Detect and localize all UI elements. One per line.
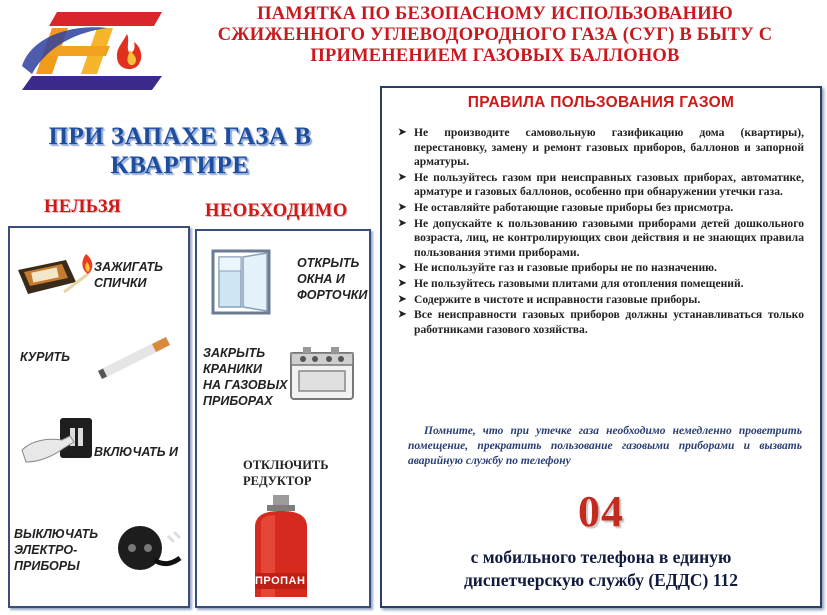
caption-line: ПРИБОРАХ bbox=[203, 394, 273, 408]
caption-line: ЭЛЕКТРО- bbox=[14, 543, 78, 557]
caption-line: РЕДУКТОР bbox=[243, 474, 312, 488]
arrow-bullet-icon: ➤ bbox=[398, 277, 407, 289]
rule-text: Содержите в чистоте и исправности газовые приборы. bbox=[414, 292, 701, 306]
caption-line: ЗАЖИГАТЬ bbox=[94, 260, 163, 274]
caption-line: КРАНИКИ bbox=[203, 362, 262, 376]
emergency-note: Помните, что при утечке газа необходимо немедленно проветрить помещение, прекратить пользование газовыми приборами и вызвать аварийную службу по телефону bbox=[408, 425, 802, 467]
arrow-bullet-icon: ➤ bbox=[398, 309, 407, 321]
mobile-phone-note bbox=[382, 546, 820, 592]
company-logo bbox=[2, 6, 167, 96]
rule-item bbox=[398, 261, 804, 276]
rule-text: Не оставляйте работающие газовые приборы без присмотра. bbox=[414, 200, 734, 214]
rule-text: Не допускайте к пользованию газовыми приборами детей дошкольного возраста, лиц, не контролирующих свои действия и не знающих правила пользования этими приборами. bbox=[414, 216, 804, 259]
cylinder-label: ПРОПАН bbox=[255, 575, 306, 587]
rule-item bbox=[398, 277, 804, 292]
caption-line: НА ГАЗОВЫХ bbox=[203, 378, 288, 392]
forbidden-caption-appliances bbox=[14, 526, 98, 574]
caption-line: ПРИБОРЫ bbox=[14, 559, 80, 573]
heading-line: ПРИ ЗАПАХЕ ГАЗА В bbox=[48, 123, 312, 150]
forbidden-title: НЕЛЬЗЯ bbox=[44, 197, 122, 217]
arrow-bullet-icon: ➤ bbox=[398, 171, 407, 183]
rule-text: Не используйте газ и газовые приборы не по назначению. bbox=[414, 261, 717, 275]
arrow-bullet-icon: ➤ bbox=[398, 262, 407, 274]
stove-icon bbox=[287, 343, 359, 403]
title-line: ПАМЯТКА ПО БЕЗОПАСНОМУ ИСПОЛЬЗОВАНИЮ bbox=[257, 4, 733, 24]
required-caption-reducer bbox=[243, 457, 329, 489]
page-title bbox=[170, 4, 820, 67]
arrow-bullet-icon: ➤ bbox=[398, 217, 407, 229]
title-line: СЖИЖЕННОГО УГЛЕВОДОРОДНОГО ГАЗА (СУГ) В БЫТУ С bbox=[217, 25, 773, 45]
rules-panel bbox=[380, 86, 822, 608]
phone-text-line: с мобильного телефона в единую bbox=[470, 547, 732, 567]
required-panel bbox=[195, 229, 371, 608]
rule-text: Все неисправности газовых приборов должны устанавливаться только работниками газового хозяйства. bbox=[414, 308, 804, 336]
forbidden-caption-switch bbox=[94, 444, 178, 460]
window-icon bbox=[211, 249, 277, 317]
required-title: НЕОБХОДИМО bbox=[205, 201, 348, 221]
switch-icon bbox=[18, 410, 100, 470]
required-caption-windows bbox=[297, 255, 367, 303]
rule-item bbox=[398, 293, 804, 308]
caption-line: ЗАКРЫТЬ bbox=[203, 346, 266, 360]
rule-item bbox=[398, 308, 804, 337]
rule-text: Не пользуйтесь газовыми плитами для отопления помещений. bbox=[414, 276, 744, 290]
gas-smell-heading bbox=[20, 122, 340, 180]
rule-item bbox=[398, 126, 804, 170]
rules-title: ПРАВИЛА ПОЛЬЗОВАНИЯ ГАЗОМ bbox=[467, 94, 735, 111]
forbidden-panel bbox=[8, 226, 190, 608]
arrow-bullet-icon: ➤ bbox=[398, 201, 407, 213]
title-line: ПРИМЕНЕНИЕМ ГАЗОВЫХ БАЛЛОНОВ bbox=[310, 46, 680, 66]
emergency-phone-number: 04 bbox=[578, 487, 624, 536]
rule-item bbox=[398, 171, 804, 200]
arrow-bullet-icon: ➤ bbox=[398, 127, 407, 138]
cigarette-icon bbox=[96, 332, 176, 382]
caption-line: КУРИТЬ bbox=[20, 350, 70, 364]
rule-item bbox=[398, 201, 804, 216]
rule-text: Не производите самовольную газификацию дома (квартиры), перестановку, замену и ремонт газовых приборов, баллонов и запорной арматуры. bbox=[414, 126, 804, 169]
caption-line: ОТКЛЮЧИТЬ bbox=[243, 458, 329, 472]
caption-line: ВКЛЮЧАТЬ И bbox=[94, 445, 179, 459]
caption-line: ВЫКЛЮЧАТЬ bbox=[14, 527, 99, 541]
plug-icon bbox=[110, 518, 184, 582]
rule-text: Не пользуйтесь газом при неисправных газовых приборах, автоматике, арматуре и газовых баллонов, особенно при обнаружении утечки газа. bbox=[414, 170, 804, 199]
phone-text-line: диспетчерскую службу (ЕДДС) 112 bbox=[463, 570, 739, 590]
matches-icon bbox=[14, 248, 98, 314]
heading-line: КВАРТИРЕ bbox=[110, 152, 250, 179]
caption-line: ОКНА И bbox=[297, 272, 345, 286]
forbidden-caption-matches bbox=[94, 259, 163, 291]
rules-list bbox=[398, 126, 804, 338]
arrow-bullet-icon: ➤ bbox=[398, 293, 407, 305]
required-caption-valves bbox=[203, 345, 287, 409]
rule-item bbox=[398, 217, 804, 261]
caption-line: ОТКРЫТЬ bbox=[297, 256, 360, 270]
caption-line: ФОРТОЧКИ bbox=[297, 288, 368, 302]
forbidden-caption-smoking bbox=[20, 349, 70, 365]
caption-line: СПИЧКИ bbox=[94, 276, 147, 290]
